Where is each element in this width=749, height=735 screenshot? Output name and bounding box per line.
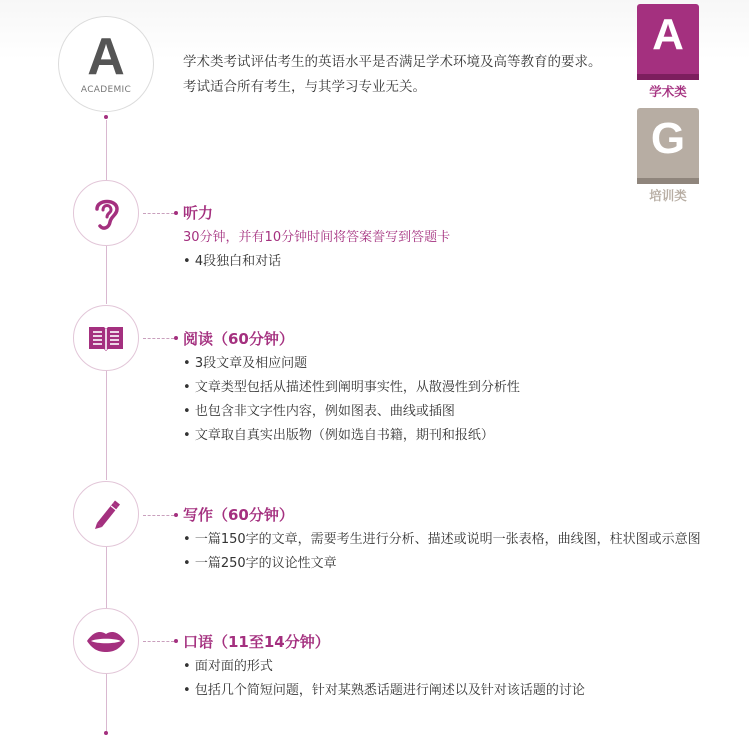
section-title-reading: 阅读（60分钟） <box>183 330 294 348</box>
timeline-dot <box>104 115 108 119</box>
speaking-icon-circle <box>73 608 139 674</box>
logo-letter: A <box>87 28 125 86</box>
intro-text <box>183 50 602 100</box>
badge-letter: G <box>650 114 686 163</box>
general-training-badge[interactable] <box>637 108 699 178</box>
list-item: • 也包含非文字性内容，例如图表、曲线或插图 <box>183 402 455 422</box>
list-item: • 文章取自真实出版物（例如选自书籍，期刊和报纸） <box>183 426 494 446</box>
lips-icon <box>85 628 127 654</box>
ear-icon <box>89 193 123 233</box>
timeline-line <box>106 674 107 735</box>
intro-line: 考试适合所有考生，与其学习专业无关。 <box>183 79 426 95</box>
list-item: • 4段独白和对话 <box>183 252 281 272</box>
connector <box>143 515 174 516</box>
list-item: • 包括几个简短问题，针对某熟悉话题进行阐述以及针对该话题的讨论 <box>183 681 585 701</box>
section-subtitle-listening: 30分钟，并有10分钟时间将答案誊写到答题卡 <box>183 230 451 245</box>
timeline-dot <box>104 731 108 735</box>
timeline-line <box>106 246 107 304</box>
section-title-listening: 听力 <box>183 204 214 222</box>
reading-icon-circle <box>73 305 139 371</box>
list-item: • 一篇250字的议论性文章 <box>183 554 337 574</box>
connector <box>143 213 174 214</box>
section-title-speaking: 口语（11至14分钟） <box>183 633 330 651</box>
academic-badge-label[interactable]: 学术类 <box>649 84 687 99</box>
list-item: • 面对面的形式 <box>183 657 273 677</box>
timeline-line <box>106 120 107 180</box>
academic-badge[interactable] <box>637 4 699 74</box>
list-item: • 3段文章及相应问题 <box>183 354 307 374</box>
general-training-badge-label[interactable]: 培训类 <box>649 188 687 203</box>
intro-line: 学术类考试评估考生的英语水平是否满足学术环境及高等教育的要求。 <box>183 54 602 70</box>
connector <box>143 641 174 642</box>
writing-icon-circle <box>73 481 139 547</box>
timeline-line <box>106 370 107 480</box>
pencil-icon <box>89 497 123 531</box>
connector <box>143 338 174 339</box>
academic-logo <box>58 16 154 112</box>
list-item: • 一篇150字的文章，需要考生进行分析、描述或说明一张表格，曲线图，柱状图或示意图 <box>183 530 701 550</box>
badge-letter: A <box>652 10 684 59</box>
logo-subtitle: ACADEMIC <box>80 85 132 95</box>
listening-icon-circle <box>73 180 139 246</box>
section-title-writing: 写作（60分钟） <box>183 506 294 524</box>
list-item: • 文章类型包括从描述性到阐明事实性，从散漫性到分析性 <box>183 378 520 398</box>
book-icon <box>87 323 125 353</box>
timeline-line <box>106 546 107 608</box>
